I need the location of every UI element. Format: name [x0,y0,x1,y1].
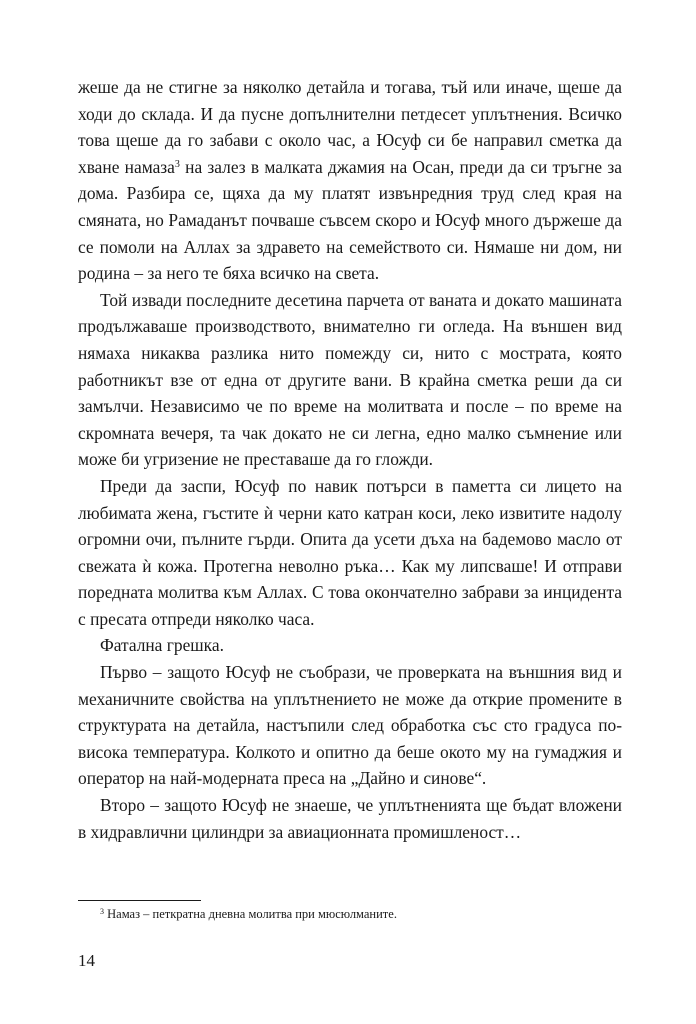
paragraph-6: Второ – защото Юсуф не знаеше, че уплътненията ще бъдат вложени в хидравлични цилиндри за авиационната промишленост… [78,795,622,842]
footnote-divider [78,900,201,901]
paragraph-1-text-after: на залез в малката джамия на Осан, преди да си тръгне за дома. Разбира се, щяха да му платят извънредния труд след края на смяната, но Рамаданът почваше съвсем скоро и Юсуф много държеше да се помоли на Аллах за здравето на семейството си. Нямаше ни дом, ни родина – за него те бяха всичко на света. [78,156,622,284]
footnote-reference[interactable]: 3 [174,158,180,170]
paragraph-5: Първо – защото Юсуф не съобрази, че проверката на външния вид и механичните свойства на уплътнението не може да открие промените в структурата на детайла, настъпили след обработка със сто градуса по-висока температура. Колкото и опитно да беше окото му на гумаджия и оператор на най-модерната преса на „Дайно и синове“. [78,662,622,789]
footnote-text: Намаз – петкратна дневна молитва при мюсюлманите. [104,907,397,921]
paragraph-1 [78,74,622,287]
page-number: 14 [78,951,95,970]
body-text [78,74,622,845]
paragraph-3: Преди да заспи, Юсуф по навик потърси в паметта си лицето на любимата жена, гъстите ѝ черни като катран коси, леко извитите надолу огромни очи, пълните гърди. Опита да усети дъха на бадемово масло от свежата ѝ кожа. Протегна неволно ръка… Как му липсваше! И отправи поредната молитва към Аллах. С това окончателно забрави за инцидента с пресата отпреди няколко часа. [78,475,622,629]
footnote [100,906,397,922]
footnote-number: 3 [100,907,104,916]
paragraph-1-text-before: жеше да не стигне за няколко детайла и тогава, тъй или иначе, щеше да ходи до склада. И да пусне допълнителни петдесет уплътнения. Всичко това щеше да го забави с около час, а Юсуф си бе направил сметка да хване намаза [78,77,622,177]
paragraph-4: Фатална грешка. [100,635,224,656]
paragraph-2: Той извади последните десетина парчета от ваната и докато машината продължаваше производството, внимателно ги огледа. На външен вид нямаха никаква разлика нито помежду си, нито с мострата, която работникът взе от една от другите вани. В крайна сметка реши да си замълчи. Независимо че по време на молитвата и после – по време на скромната вечеря, та чак докато не си легна, едно малко съмнение или може би угризение не преставаше да го гложди. [78,289,622,470]
